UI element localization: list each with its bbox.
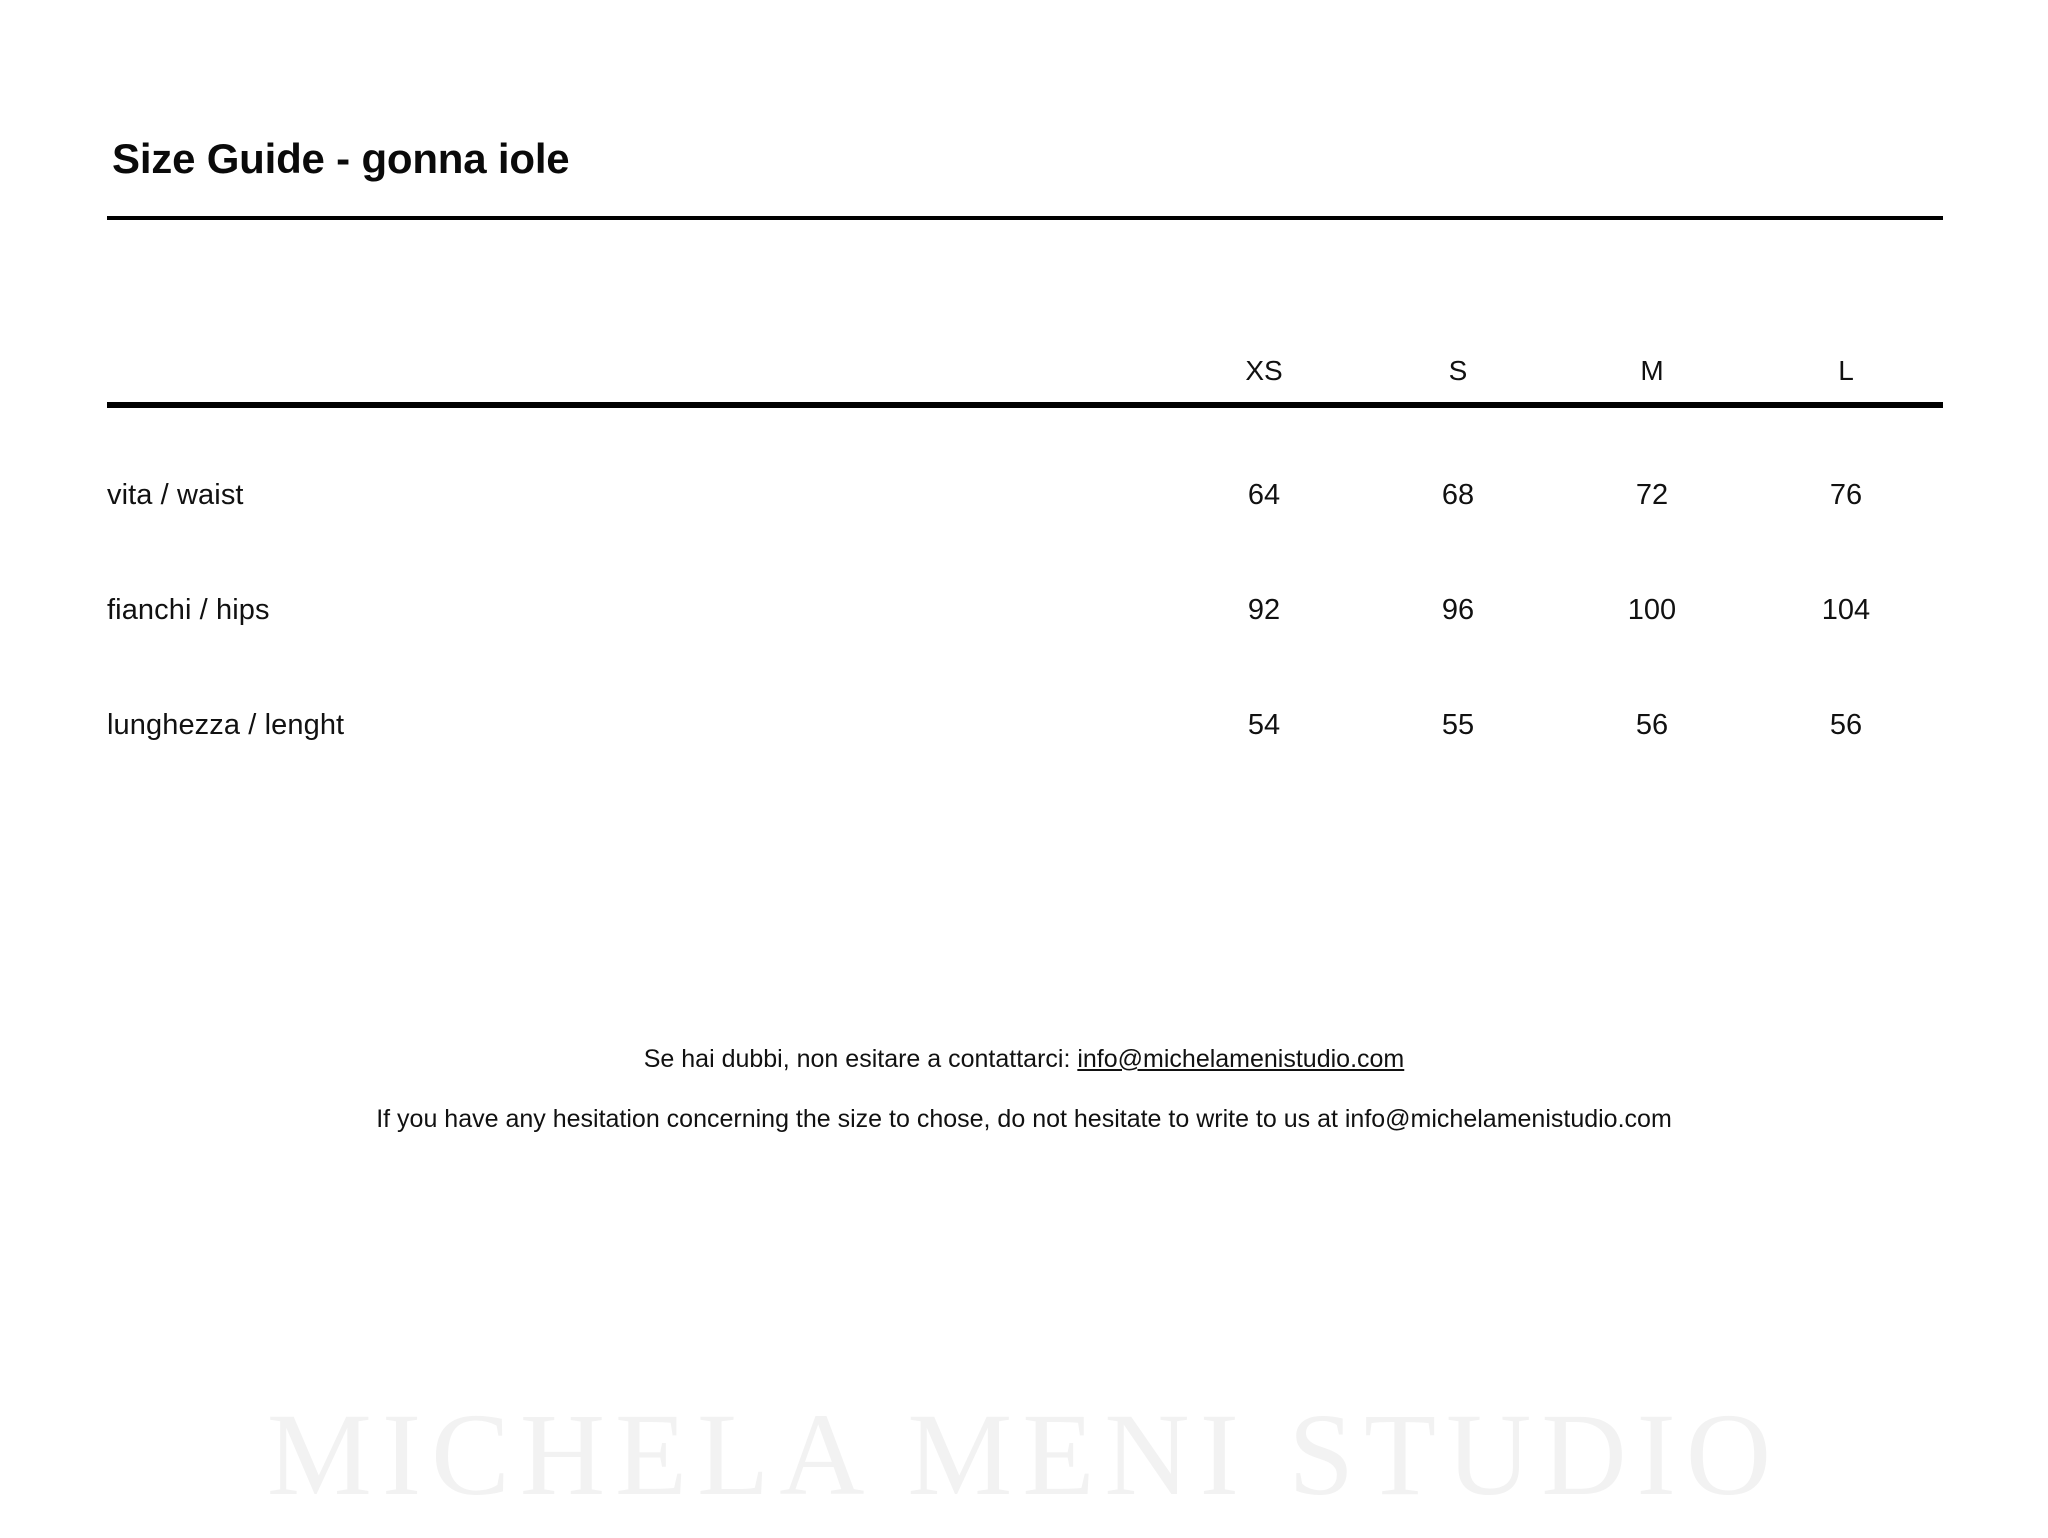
row-label-waist: vita / waist — [107, 479, 244, 511]
contact-note-italian-text: Se hai dubbi, non esitare a contattarci: — [643, 1045, 1078, 1073]
row-label-hips: fianchi / hips — [107, 594, 270, 626]
contact-note-english: If you have any hesitation concerning the size to chose, do not hesitate to write to us at info@michelamenistudio.com — [376, 1105, 1672, 1133]
column-header-measure — [107, 340, 1167, 405]
column-header-xs: XS — [1245, 355, 1283, 386]
cell-hips-s: 96 — [1441, 594, 1475, 626]
cell-waist-m: 72 — [1635, 479, 1669, 511]
table-row — [107, 668, 1943, 783]
page-title: Size Guide - gonna iole — [112, 135, 570, 182]
row-label-length: lunghezza / lenght — [107, 709, 345, 741]
cell-length-m: 56 — [1635, 709, 1669, 741]
cell-waist-l: 76 — [1829, 479, 1863, 511]
cell-waist-s: 68 — [1441, 479, 1475, 511]
size-table — [107, 340, 1943, 783]
cell-length-xs: 54 — [1247, 709, 1281, 741]
column-header-l: L — [1838, 355, 1854, 386]
column-header-s: S — [1448, 355, 1468, 386]
table-header-row — [107, 340, 1943, 405]
cell-hips-m: 100 — [1627, 594, 1677, 626]
title-divider — [107, 216, 1943, 220]
contact-note-italian — [0, 1045, 2048, 1074]
table-row — [107, 405, 1943, 553]
table-row — [107, 553, 1943, 668]
column-header-m: M — [1640, 355, 1664, 386]
cell-waist-xs: 64 — [1247, 479, 1281, 511]
cell-hips-xs: 92 — [1247, 594, 1281, 626]
size-table-container — [107, 340, 1943, 783]
cell-length-l: 56 — [1829, 709, 1863, 741]
cell-length-s: 55 — [1441, 709, 1475, 741]
size-table-head — [107, 340, 1943, 405]
contact-email-link[interactable]: info@michelamenistudio.com — [1077, 1045, 1405, 1073]
size-table-body — [107, 405, 1943, 783]
cell-hips-l: 104 — [1821, 594, 1871, 626]
brand-watermark: MICHELA MENI STUDIO — [266, 1389, 1782, 1520]
